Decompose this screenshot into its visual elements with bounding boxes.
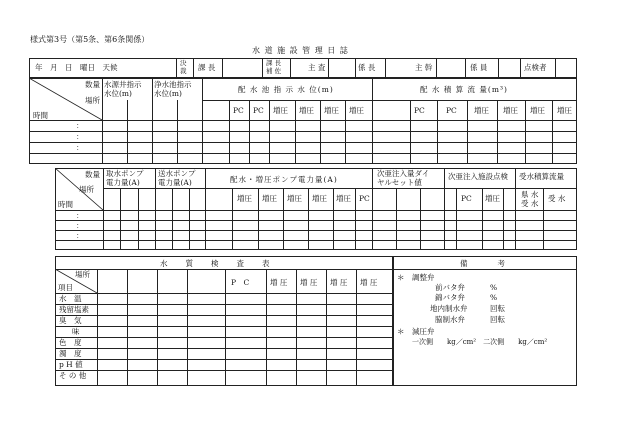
- t2-e-sub-1: PC: [461, 194, 472, 203]
- remarks-pressure-reducing-valve: ＊ 減圧弁: [397, 327, 435, 336]
- t1-c-sub-5: 増圧: [324, 106, 339, 115]
- kakaricho-label: 係 長: [358, 63, 376, 72]
- table2-col-hypo-dial: 次亜注入量ダイ ヤルセット値: [377, 169, 430, 187]
- t3-row-other: そ の 他: [59, 371, 87, 380]
- t3-row-odor: 臭 気: [59, 316, 82, 325]
- remarks-item-2-label: 錦バタ弁: [435, 293, 465, 302]
- t1-c-sub-2: PC: [253, 106, 264, 115]
- table3-title: 水 質 検 査 表: [160, 259, 271, 268]
- kacho-hosa-label: 課 長 補 佐: [266, 59, 282, 75]
- page-title: 水 道 施 設 管 理 日 誌: [252, 46, 349, 55]
- table2-col-distribution-pump: 配水・増圧ポンプ電力量(A): [230, 175, 338, 184]
- t3-row-color: 色 度: [59, 338, 82, 347]
- t3-sub-5: 増 圧: [360, 278, 378, 287]
- t1-d-sub-6: 増圧: [557, 106, 572, 115]
- table1-col-well-level: 水源井指示 水位(m): [104, 80, 142, 98]
- t1-d-sub-5: 増圧: [530, 106, 545, 115]
- t3-sub-3: 増 圧: [300, 278, 318, 287]
- table2-col-received-flow: 受水積算流量: [519, 172, 564, 181]
- t2-c-sub-5: 増圧: [336, 194, 351, 203]
- table1-col-reservoir-level: 配 水 池 指 示 水 位(m): [238, 85, 334, 94]
- remarks-item-1-unit: %: [490, 283, 498, 292]
- t2-f-sub-2: 受 水: [548, 194, 566, 203]
- t2-dots-3: ：: [76, 231, 84, 240]
- t2-c-sub-6: PC: [359, 194, 370, 203]
- table3-frame: [55, 256, 393, 386]
- t3-row-ph: p H 値: [59, 360, 83, 369]
- table2-col-hypo-inspection: 次亜注入施設点検: [448, 172, 508, 181]
- shukan-label: 主 幹: [415, 63, 433, 72]
- t1-c-sub-3: 増圧: [273, 106, 288, 115]
- remarks-regulating-valve: ＊ 調整弁: [397, 273, 435, 282]
- t3-sub-2: 増 圧: [270, 278, 288, 287]
- t3-row-chlorine: 残留塩素: [59, 305, 89, 314]
- t1-dots-1: ：: [76, 121, 84, 130]
- t2-c-sub-3: 増圧: [287, 194, 302, 203]
- t3-row-taste: 味: [72, 327, 80, 336]
- table2-col-supply-pump: 送水ポンプ 電力量(A): [158, 169, 196, 187]
- remarks-item-4-unit: 回転: [490, 315, 505, 324]
- t1-d-sub-4: 増圧: [503, 106, 518, 115]
- table2-diag-place: 場所: [79, 185, 94, 194]
- t1-c-sub-6: 増圧: [349, 106, 364, 115]
- t3-row-turbidity: 濁 度: [59, 349, 82, 358]
- remarks-item-4-label: 脇制水弁: [435, 315, 465, 324]
- date-weather-label: 年 月 日 曜日 天候: [35, 63, 118, 72]
- table2-diag-quantity: 数量: [85, 170, 100, 179]
- t2-c-sub-2: 増圧: [262, 194, 277, 203]
- table2-diag-time: 時間: [58, 200, 73, 209]
- tenkensha-label: 点検者: [524, 63, 547, 72]
- table3-diag-item: 項目: [58, 283, 73, 292]
- t2-c-sub-1: 増圧: [237, 194, 252, 203]
- remarks-pressure-line: 一次側 kg／cm² 二次側 kg／cm²: [412, 338, 548, 346]
- remarks-item-1-label: 前バタ弁: [435, 283, 465, 292]
- t3-sub-4: 増 圧: [330, 278, 348, 287]
- t1-c-sub-4: 増圧: [299, 106, 314, 115]
- table1-col-purify-level: 浄水池指示 水位(m): [154, 80, 192, 98]
- table1-diag-quantity: 数量: [85, 80, 100, 89]
- remarks-item-2-unit: %: [490, 293, 498, 302]
- t2-dots-1: ：: [76, 211, 84, 220]
- kacho-label: 課 長: [198, 63, 216, 72]
- t1-c-sub-1: PC: [233, 106, 244, 115]
- table1-col-flow: 配 水 積 算 流 量(m³): [420, 85, 508, 94]
- form-label: 様式第3号（第5条、第6条関係）: [30, 35, 150, 44]
- table3-diag-place: 場所: [75, 270, 90, 279]
- t1-dots-3: ：: [76, 143, 84, 152]
- table1-diag-time: 時間: [33, 111, 48, 120]
- t2-c-sub-4: 増圧: [312, 194, 327, 203]
- t2-dots-2: ：: [76, 221, 84, 230]
- t1-d-sub-3: 増圧: [474, 106, 489, 115]
- remarks-item-3-label: 地内制水弁: [430, 304, 468, 313]
- kakariin-label: 係 員: [470, 63, 488, 72]
- t1-dots-2: ：: [76, 132, 84, 141]
- t1-d-sub-1: PC: [414, 106, 425, 115]
- t2-e-sub-2: 増圧: [485, 194, 500, 203]
- table2-col-intake-pump: 取水ポンプ 電力量(A): [106, 169, 144, 187]
- t3-sub-1: P C: [231, 278, 250, 287]
- kessai-label: 決 裁: [180, 59, 187, 75]
- t2-f-sub-1: 県 水 受 水: [521, 190, 539, 208]
- shusa-label: 主 査: [308, 63, 326, 72]
- remarks-item-3-unit: 回転: [490, 304, 505, 313]
- remarks-title: 備 考: [460, 259, 505, 268]
- t3-row-temp: 水 温: [59, 294, 82, 303]
- t1-d-sub-2: PC: [446, 106, 457, 115]
- table1-diag-place: 場所: [85, 96, 100, 105]
